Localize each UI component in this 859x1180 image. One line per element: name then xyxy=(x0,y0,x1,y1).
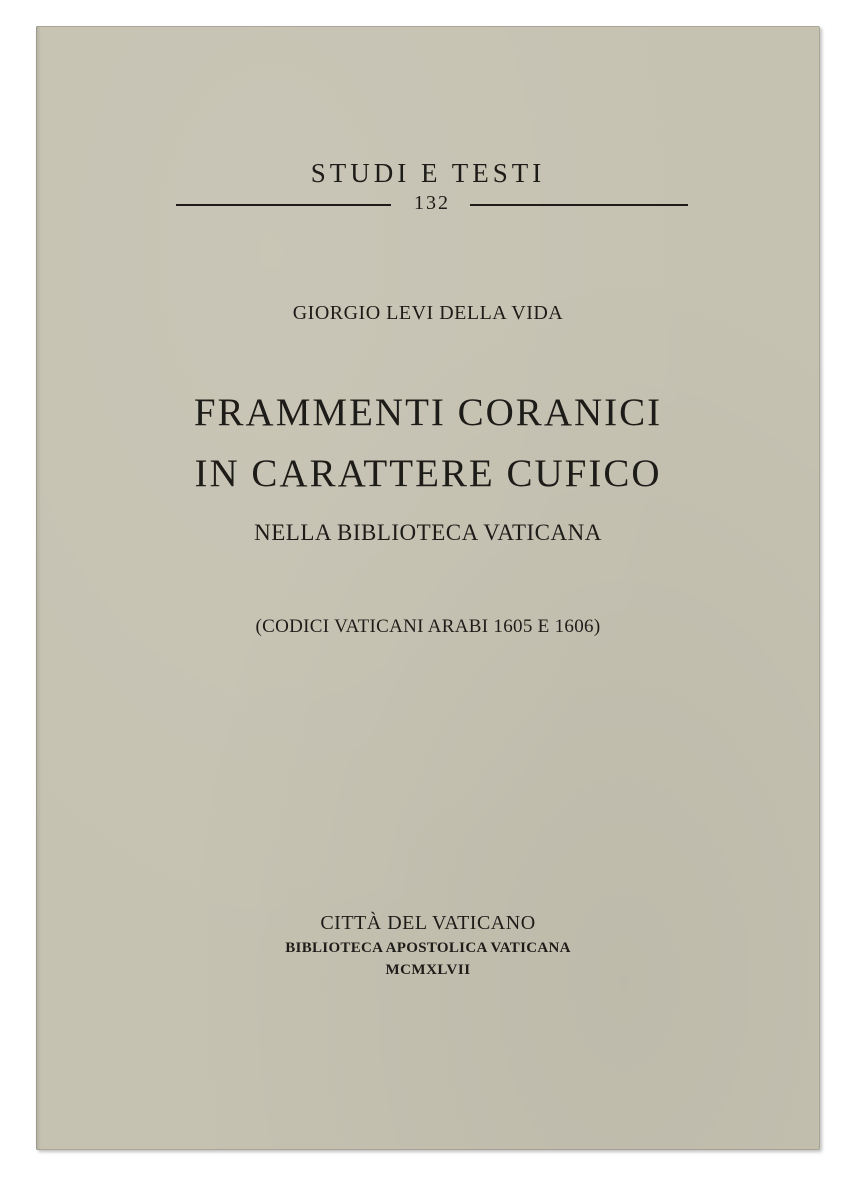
title-line-2: IN CARATTERE CUFICO xyxy=(194,452,662,495)
imprint-place: CITTÀ DEL VATICANO xyxy=(320,912,536,934)
series-name: STUDI E TESTI xyxy=(310,158,546,188)
title-line-1: FRAMMENTI CORANICI xyxy=(193,391,663,434)
book-cover xyxy=(36,26,820,1150)
spine-edge xyxy=(36,26,41,1150)
imprint-year: MCMXLVII xyxy=(385,962,471,978)
series-number: 132 xyxy=(414,192,450,214)
series-number-row xyxy=(176,189,688,219)
codici-note: (CODICI VATICANI ARABI 1605 E 1606) xyxy=(255,616,601,637)
imprint-publisher: BIBLIOTECA APOSTOLICA VATICANA xyxy=(285,940,571,956)
author-name: GIORGIO LEVI DELLA VIDA xyxy=(292,302,564,324)
subtitle: NELLA BIBLIOTECA VATICANA xyxy=(254,520,602,545)
rule-right xyxy=(470,204,688,206)
